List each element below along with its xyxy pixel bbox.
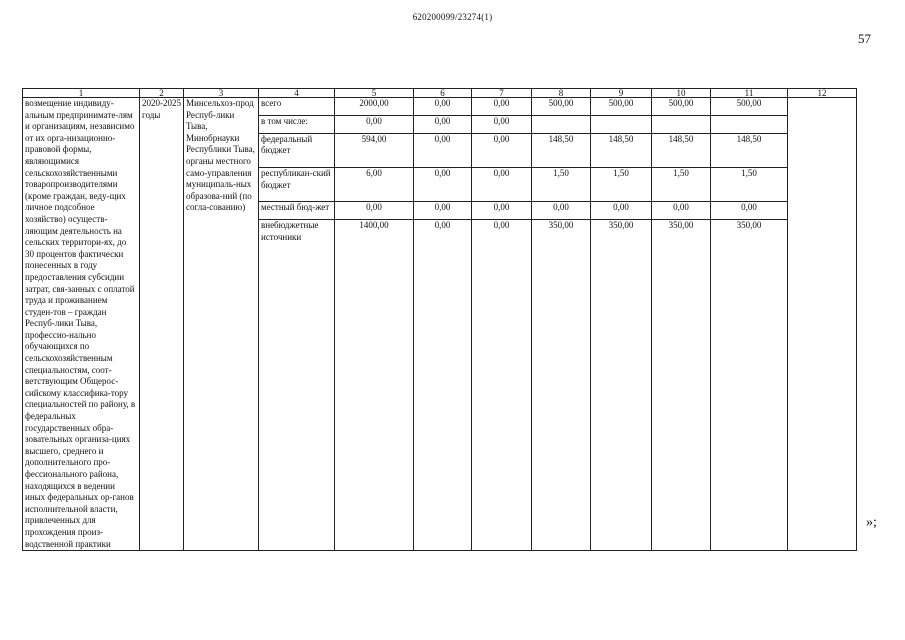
value-cell: 6,00 bbox=[335, 167, 414, 201]
value-cell bbox=[711, 115, 788, 133]
period-cell: 2020-2025 годы bbox=[140, 98, 184, 551]
column-number: 2 bbox=[140, 89, 184, 98]
column-number: 4 bbox=[259, 89, 335, 98]
column-number: 8 bbox=[532, 89, 591, 98]
source-cell: внебюджетные источники bbox=[259, 220, 335, 551]
source-cell: республикан-ский бюджет bbox=[259, 167, 335, 201]
empty-cell bbox=[788, 98, 857, 551]
value-cell bbox=[652, 115, 711, 133]
table-row bbox=[23, 98, 857, 116]
value-cell: 0,00 bbox=[414, 167, 472, 201]
value-cell: 1400,00 bbox=[335, 220, 414, 551]
value-cell bbox=[591, 115, 652, 133]
closing-quote: »; bbox=[866, 515, 877, 530]
document-id: 620200099/23274(1) bbox=[412, 12, 493, 22]
value-cell bbox=[532, 115, 591, 133]
column-number: 10 bbox=[652, 89, 711, 98]
column-number: 5 bbox=[335, 89, 414, 98]
value-cell: 0,00 bbox=[472, 98, 532, 116]
value-cell: 0,00 bbox=[414, 202, 472, 220]
budget-table bbox=[22, 88, 857, 551]
column-number: 3 bbox=[184, 89, 259, 98]
value-cell: 0,00 bbox=[335, 202, 414, 220]
value-cell: 594,00 bbox=[335, 133, 414, 167]
column-number: 12 bbox=[788, 89, 857, 98]
value-cell: 350,00 bbox=[532, 220, 591, 551]
value-cell: 0,00 bbox=[591, 202, 652, 220]
column-number: 6 bbox=[414, 89, 472, 98]
value-cell: 0,00 bbox=[414, 98, 472, 116]
value-cell: 500,00 bbox=[711, 98, 788, 116]
source-cell: федеральный бюджет bbox=[259, 133, 335, 167]
column-number: 9 bbox=[591, 89, 652, 98]
value-cell: 0,00 bbox=[414, 115, 472, 133]
value-cell: 0,00 bbox=[652, 202, 711, 220]
column-number: 1 bbox=[23, 89, 140, 98]
source-cell: местный бюд-жет bbox=[259, 202, 335, 220]
value-cell: 0,00 bbox=[472, 220, 532, 551]
value-cell: 500,00 bbox=[532, 98, 591, 116]
column-number: 7 bbox=[472, 89, 532, 98]
value-cell: 0,00 bbox=[472, 167, 532, 201]
measure-description: возмещение индивиду-альным предпринимате-лям и организациям, независимо от их орга-низационно-правовой формы, являющимися сельскохозяйственными товаропроизводителями (кроме граждан, веду-щих личное подсобное хозяйство) осуществ-ляющим деятельность на сельских территори-ях, до 30 процентов фактически понесенных в году предоставления субсидии затрат, свя-занных с оплатой труда и проживанием студен-тов – граждан Респуб-лики Тыва, професcио-нально обучающихся по сельскохозяйственным специальностям, соот-ветствующим Общерос-сийскому классифика-тору специальностей по району, в федеральных государственных обра-зовательных организа-циях высшего, среднего и дополнительного про-фессионального района, находящихся в ведении иных федеральных ор-ганов исполнительной власти, привлеченных для прохождения произ-водственной практики bbox=[23, 98, 140, 551]
value-cell: 148,50 bbox=[591, 133, 652, 167]
value-cell: 148,50 bbox=[652, 133, 711, 167]
value-cell: 0,00 bbox=[414, 220, 472, 551]
value-cell: 1,50 bbox=[652, 167, 711, 201]
value-cell: 350,00 bbox=[652, 220, 711, 551]
value-cell: 0,00 bbox=[472, 115, 532, 133]
value-cell: 350,00 bbox=[711, 220, 788, 551]
value-cell: 2000,00 bbox=[335, 98, 414, 116]
value-cell: 500,00 bbox=[652, 98, 711, 116]
executors-cell: Минсельхоз-прод Респуб-лики Тыва, Минобрнауки Республики Тыва, органы местного само-управления муниципаль-ных образова-ний (по согла-сованию) bbox=[184, 98, 259, 551]
value-cell: 148,50 bbox=[532, 133, 591, 167]
value-cell: 0,00 bbox=[414, 133, 472, 167]
column-number-row bbox=[23, 89, 857, 98]
value-cell: 1,50 bbox=[711, 167, 788, 201]
value-cell: 0,00 bbox=[532, 202, 591, 220]
page-number: 57 bbox=[858, 31, 871, 46]
value-cell: 1,50 bbox=[591, 167, 652, 201]
value-cell: 0,00 bbox=[472, 202, 532, 220]
value-cell: 500,00 bbox=[591, 98, 652, 116]
value-cell: 0,00 bbox=[472, 133, 532, 167]
value-cell: 148,50 bbox=[711, 133, 788, 167]
value-cell: 0,00 bbox=[711, 202, 788, 220]
source-cell: в том числе: bbox=[259, 115, 335, 133]
value-cell: 0,00 bbox=[335, 115, 414, 133]
value-cell: 1,50 bbox=[532, 167, 591, 201]
source-cell: всего bbox=[259, 98, 335, 116]
column-number: 11 bbox=[711, 89, 788, 98]
value-cell: 350,00 bbox=[591, 220, 652, 551]
